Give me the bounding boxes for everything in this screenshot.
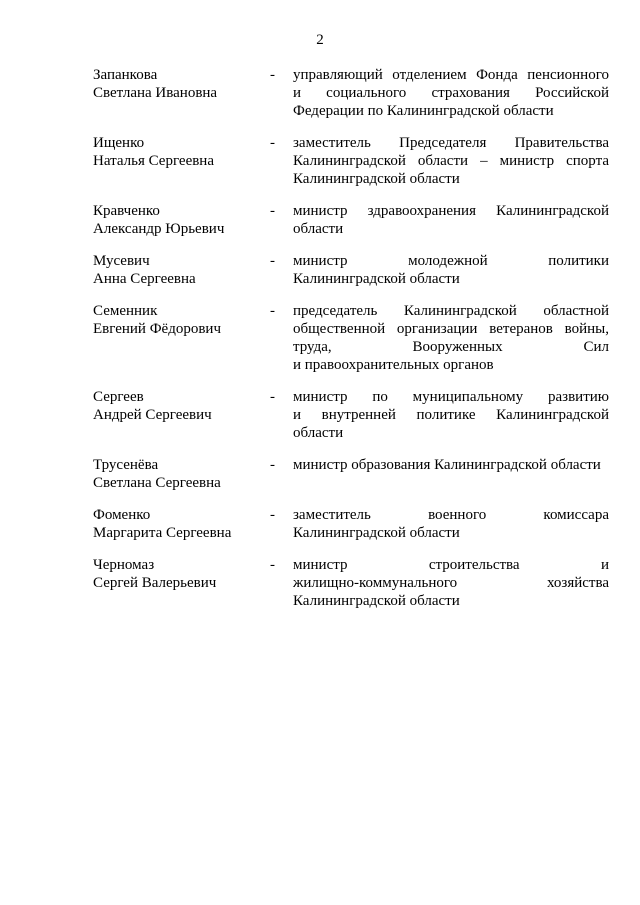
member-position bbox=[293, 556, 609, 610]
member-name bbox=[93, 66, 263, 102]
position-line: Калининградской области bbox=[293, 525, 460, 541]
position-line: области bbox=[293, 221, 344, 237]
position-line: общественной организации ветеранов войны, bbox=[293, 321, 609, 337]
member-name bbox=[93, 134, 263, 170]
separator-dash: - bbox=[270, 389, 275, 405]
position-line: жилищно-коммунального хозяйства bbox=[293, 575, 609, 591]
separator-dash: - bbox=[270, 507, 275, 523]
member-name bbox=[93, 556, 263, 592]
member-position bbox=[293, 252, 609, 288]
member-entry bbox=[0, 556, 640, 610]
separator-dash: - bbox=[270, 253, 275, 269]
position-line: заместитель военного комиссара bbox=[293, 507, 609, 523]
separator-dash: - bbox=[270, 203, 275, 219]
position-line: управляющий отделением Фонда пенсионного bbox=[293, 67, 609, 83]
member-position bbox=[293, 66, 609, 120]
member-name bbox=[93, 302, 263, 338]
member-given-names: Маргарита Сергеевна bbox=[93, 525, 232, 541]
member-surname: Семенник bbox=[93, 303, 158, 319]
position-line: Калининградской области bbox=[293, 171, 460, 187]
members-list bbox=[0, 66, 640, 624]
member-position bbox=[293, 302, 609, 374]
member-position bbox=[293, 388, 609, 442]
position-line: и правоохранительных органов bbox=[293, 357, 494, 373]
position-line: Калининградской области – министр спорта bbox=[293, 153, 609, 169]
member-surname: Сергеев bbox=[93, 389, 144, 405]
member-surname: Черномаз bbox=[93, 557, 155, 573]
member-given-names: Светлана Сергеевна bbox=[93, 475, 221, 491]
member-position bbox=[293, 456, 609, 492]
member-given-names: Сергей Валерьевич bbox=[93, 575, 217, 591]
separator-dash: - bbox=[270, 457, 275, 473]
separator-dash: - bbox=[270, 303, 275, 319]
member-surname: Мусевич bbox=[93, 253, 150, 269]
member-entry bbox=[0, 202, 640, 238]
position-line: и социального страхования Российской bbox=[293, 85, 609, 101]
separator-dash: - bbox=[270, 557, 275, 573]
page-number: 2 bbox=[316, 32, 324, 48]
position-line: области bbox=[293, 425, 344, 441]
position-line: труда, Вооруженных Сил bbox=[293, 339, 609, 355]
position-line: председатель Калининградской областной bbox=[293, 303, 609, 319]
member-name bbox=[93, 506, 263, 542]
position-line: министр по муниципальному развитию bbox=[293, 389, 609, 405]
member-entry bbox=[0, 506, 640, 542]
separator-dash: - bbox=[270, 135, 275, 151]
member-position bbox=[293, 506, 609, 542]
member-entry bbox=[0, 66, 640, 120]
position-line: министр здравоохранения Калининградской bbox=[293, 203, 609, 219]
member-surname: Ищенко bbox=[93, 135, 145, 151]
position-line: Калининградской области bbox=[293, 271, 460, 287]
member-entry bbox=[0, 388, 640, 442]
member-name bbox=[93, 252, 263, 288]
position-line: министр строительства и bbox=[293, 557, 609, 573]
separator-dash: - bbox=[270, 67, 275, 83]
position-line: Федерации по Калининградской области bbox=[293, 103, 554, 119]
member-name bbox=[93, 456, 263, 492]
position-line: и внутренней политике Калининградской bbox=[293, 407, 609, 423]
member-position bbox=[293, 202, 609, 238]
member-given-names: Андрей Сергеевич bbox=[93, 407, 212, 423]
position-line: министр молодежной политики bbox=[293, 253, 609, 269]
member-entry bbox=[0, 456, 640, 492]
member-entry bbox=[0, 302, 640, 374]
member-surname: Трусенёва bbox=[93, 457, 159, 473]
position-line: Калининградской области bbox=[293, 593, 460, 609]
member-entry bbox=[0, 252, 640, 288]
member-given-names: Евгений Фёдорович bbox=[93, 321, 221, 337]
member-given-names: Анна Сергеевна bbox=[93, 271, 196, 287]
member-surname: Запанкова bbox=[93, 67, 158, 83]
member-name bbox=[93, 202, 263, 238]
member-given-names: Александр Юрьевич bbox=[93, 221, 225, 237]
member-entry bbox=[0, 134, 640, 188]
member-given-names: Светлана Ивановна bbox=[93, 85, 218, 101]
member-name bbox=[93, 388, 263, 424]
member-surname: Кравченко bbox=[93, 203, 160, 219]
member-surname: Фоменко bbox=[93, 507, 151, 523]
position-line: министр образования Калининградской области bbox=[293, 457, 601, 473]
position-line: заместитель Председателя Правительства bbox=[293, 135, 609, 151]
member-position bbox=[293, 134, 609, 188]
member-given-names: Наталья Сергеевна bbox=[93, 153, 214, 169]
